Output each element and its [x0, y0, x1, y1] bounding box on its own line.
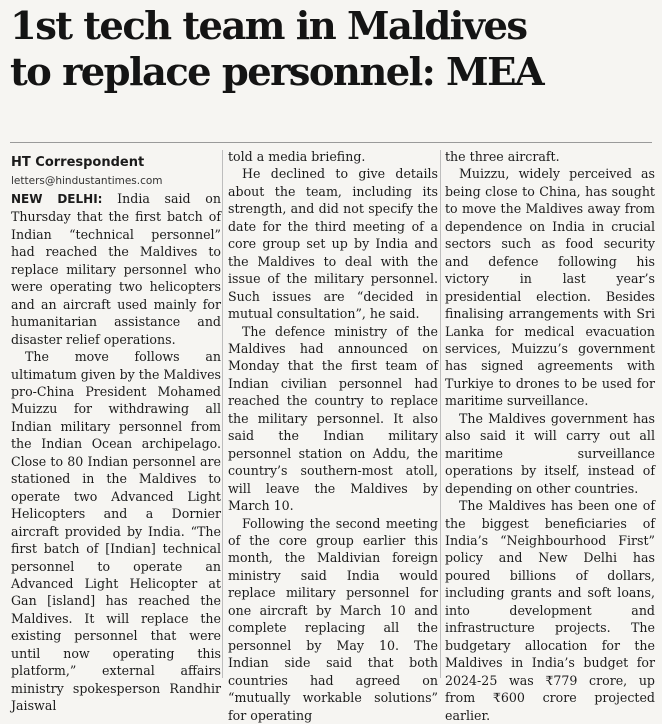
byline: HT Correspondent — [11, 155, 145, 170]
dateline: NEW DELHI: — [11, 192, 103, 206]
article-paragraph: He declined to give details about the team, including its strength, and did not specify the date for the third meeting of a core group set up by India and the Maldives to deal with the issue of the military personnel. Such issues are “decided in mutual consultation”, he said. — [228, 166, 438, 322]
article-paragraph: the three aircraft. — [445, 149, 560, 164]
article-paragraph: The Maldives has been one of the biggest beneficiaries of India’s “Neighbourhood First” policy and New Delhi has poured billions of dollars, including grants and soft loans, into development and infrastructure projects. The budgetary allocation for the Maldives in India’s budget for 2024-25 was ₹779 crore, up from ₹600 crore projected earlier. — [445, 498, 655, 723]
headline — [10, 4, 655, 96]
article-paragraph: The move follows an ultimatum given by the Maldives pro-China President Mohamed Muizzu for withdrawing all Indian military personnel from the Indian Ocean archipelago. Close to 80 Indian personnel are stationed in the Maldives to operate two Advanced Light Helicopters and a Dornier aircraft provided by India. “The first batch of [Indian] technical personnel to operate an Advanced Light Helicopter at Gan [island] has reached the Maldives. It will replace the existing personnel that were until now operating this platform,” external affairs ministry spokesperson Randhir Jaiswal — [11, 349, 221, 714]
article-column-1 — [11, 154, 221, 714]
column-divider — [222, 150, 223, 678]
article-paragraph — [11, 190, 221, 348]
article-paragraph: told a media briefing. — [228, 149, 366, 164]
article-paragraph: Following the second meeting of the core group earlier this month, the Maldivian foreign ministry said India would replace military personnel for one aircraft by March 10 and complete replacing all the personnel by May 10. The Indian side said that both countries had agreed on “mutually workable solutions” for operating — [228, 515, 438, 723]
headline-rule — [10, 142, 652, 143]
article-paragraph: Muizzu, widely perceived as being close to China, has sought to move the Maldives away from dependence on India in crucial sectors such as food security and defence following his victory in last year’s presidential election. Besides finalising arrangements with Sri Lanka for medical evacuation services, Muizzu’s government has signed agreements with Turkiye to drones to be used for maritime surveillance. — [445, 166, 655, 409]
article-paragraph: The Maldives government has also said it will carry out all maritime surveillance operations by itself, instead of depending on other countries. — [445, 410, 655, 496]
paragraph-text: India said on Thursday that the first batch of Indian “technical personnel” had reached the Maldives to replace military personnel who were operating two helicopters and an aircraft used mainly for humanitarian assistance and disaster relief operations. — [11, 191, 221, 347]
byline-email: letters@hindustantimes.com — [11, 175, 163, 187]
headline-line-2: to replace personnel: MEA — [10, 50, 544, 95]
headline-line-1: 1st tech team in Maldives — [10, 4, 527, 49]
article-paragraph: The defence ministry of the Maldives had announced on Monday that the first team of Indian civilian personnel had reached the country to replace the military personnel. It also said the Indian military personnel station on Addu, the country’s southern-most atoll, will leave the Maldives by March 10. — [228, 323, 438, 514]
article-column-3 — [445, 148, 655, 723]
column-divider — [440, 150, 441, 678]
article-column-2 — [228, 148, 438, 723]
